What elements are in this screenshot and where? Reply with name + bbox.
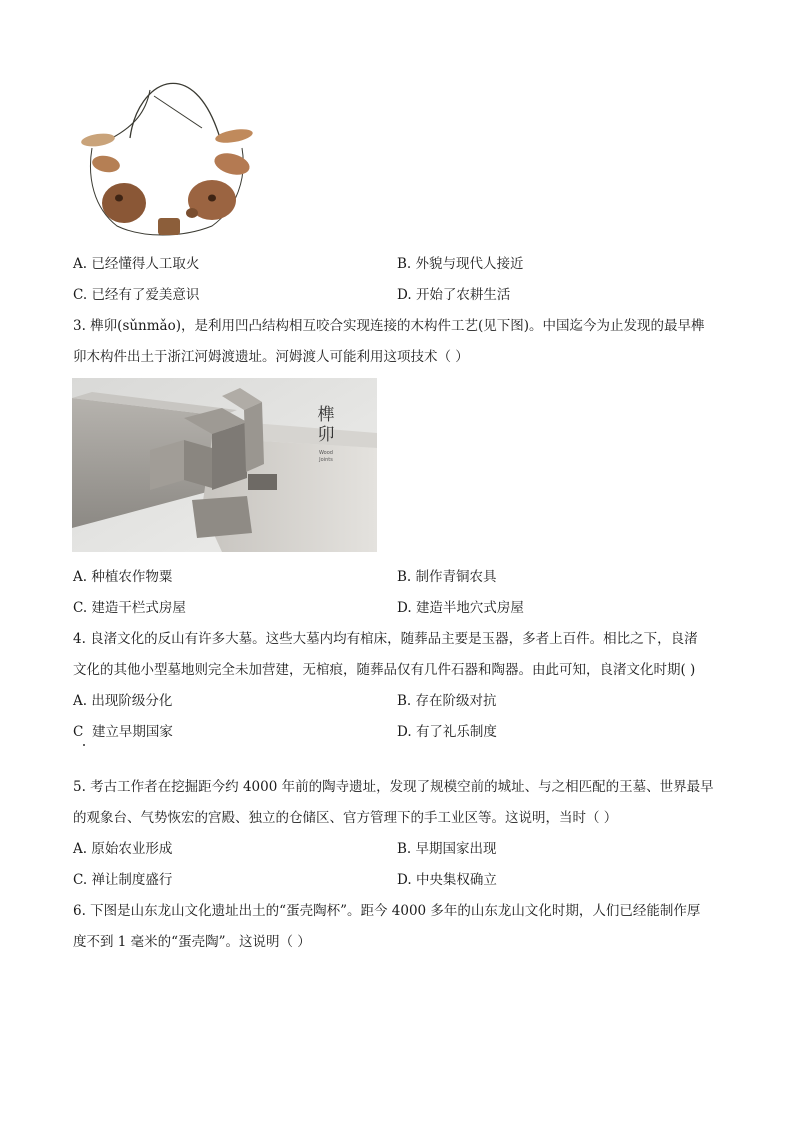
q2-option-d[interactable]: D. 开始了农耕生活 xyxy=(397,287,511,303)
q5-option-c[interactable]: C. 禅让制度盛行 xyxy=(73,872,173,888)
q6-stem-line2: 度不到 1 毫米的“蛋壳陶”。这说明（ ） xyxy=(73,934,311,950)
q5-stem-line1: 5. 考古工作者在挖掘距今约 4000 年前的陶寺遗址，发现了规模空前的城址、与之相匹配的王墓、世界最早 xyxy=(73,779,714,795)
wood-joint-image xyxy=(72,378,377,552)
q4-stem-line1: 4. 良渚文化的反山有许多大墓。这些大墓内均有棺床，随葬品主要是玉器，多者上百件。相比之下，良渚 xyxy=(73,631,698,647)
q3-stem-line1: 3. 榫卯(sǔnmǎo)，是利用凹凸结构相互咬合实现连接的木构件工艺(见下图)。中国迄今为止发现的最早榫 xyxy=(73,318,705,334)
q4-option-c[interactable]: C 建立早期国家 xyxy=(73,724,173,740)
q4-option-d[interactable]: D. 有了礼乐制度 xyxy=(397,724,497,740)
stray-dot xyxy=(83,744,85,746)
q5-stem-line2: 的观象台、气势恢宏的宫殿、独立的仓储区、官方管理下的手工业区等。这说明，当时（ ） xyxy=(73,810,618,826)
q2-option-b[interactable]: B. 外貌与现代人接近 xyxy=(397,256,524,272)
q2-option-c[interactable]: C. 已经有了爱美意识 xyxy=(73,287,200,303)
q4-option-a[interactable]: A. 出现阶级分化 xyxy=(73,693,173,709)
q5-option-b[interactable]: B. 早期国家出现 xyxy=(397,841,497,857)
q3-option-b[interactable]: B. 制作青铜农具 xyxy=(397,569,497,585)
q3-option-d[interactable]: D. 建造半地穴式房屋 xyxy=(397,600,524,616)
q5-option-d[interactable]: D. 中央集权确立 xyxy=(397,872,497,888)
q3-option-a[interactable]: A. 种植农作物粟 xyxy=(73,569,173,585)
q3-option-c[interactable]: C. 建造干栏式房屋 xyxy=(73,600,186,616)
q5-option-a[interactable]: A. 原始农业形成 xyxy=(73,841,173,857)
joint-caption-1: Wood xyxy=(319,450,333,456)
q4-option-b[interactable]: B. 存在阶级对抗 xyxy=(397,693,497,709)
necklace-image xyxy=(72,78,272,240)
joint-title-char1: 榫 xyxy=(317,405,335,425)
q3-stem-line2: 卯木构件出土于浙江河姆渡遗址。河姆渡人可能利用这项技术（ ） xyxy=(73,349,469,365)
q6-stem-line1: 6. 下图是山东龙山文化遗址出土的“蛋壳陶杯”。距今 4000 多年的山东龙山文化时期，人们已经能制作厚 xyxy=(73,903,701,919)
joint-title-char2: 卯 xyxy=(317,425,335,445)
q4-stem-line2: 文化的其他小型墓地则完全未加营建，无棺痕，随葬品仅有几件石器和陶器。由此可知，良渚文化时期( ) xyxy=(73,662,696,678)
joint-caption-2: Joints xyxy=(319,457,333,463)
q2-option-a[interactable]: A. 已经懂得人工取火 xyxy=(73,256,200,272)
